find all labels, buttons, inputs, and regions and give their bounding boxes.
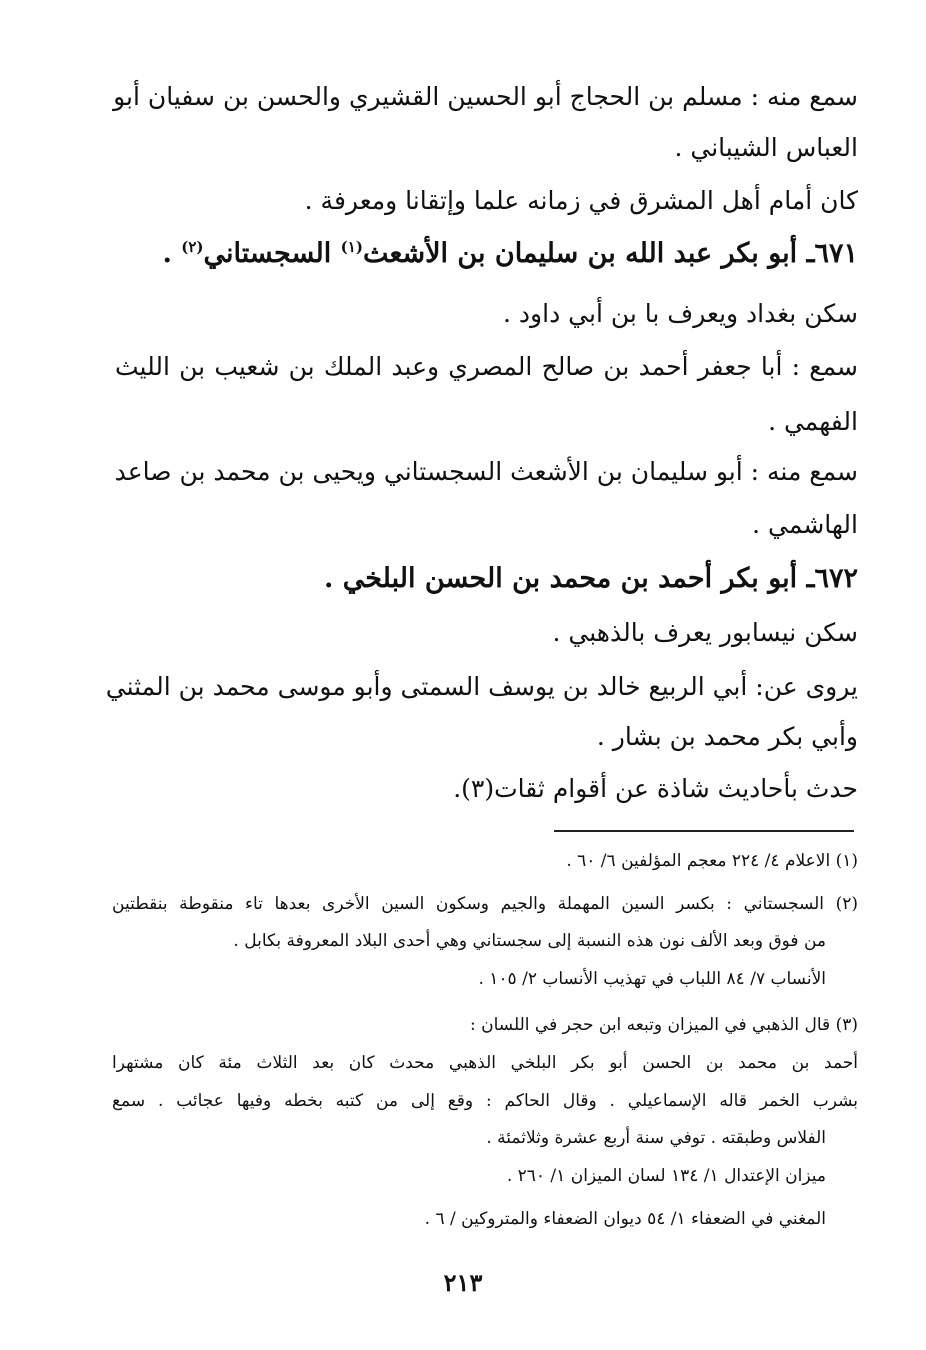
text-line: سمع : أبا جعفر أحمد بن صالح المصري وعبد الملك بن شعيب بن الليث [115,352,858,381]
footnote-line: أحمد بن محمد بن الحسن أبو بكر البلخي الذهبي محدث كان بعد الثلاث مئة كان مشتهرا [112,1053,858,1073]
text-line-body: حدث بأحاديث شاذة عن أقوام ثقات [494,774,858,803]
text-line: كان أمام أهل المشرق في زمانه علما وإتقانا ومعرفة . [304,186,858,215]
text-line: الهاشمي . [752,510,858,539]
footnote-line: (١) الاعلام ٤/ ٢٢٤ معجم المؤلفين ٦/ ٦٠ . [566,851,858,871]
page-number: ٢١٣ [443,1268,483,1297]
footnote-line: الأنساب ٧/ ٨٤ اللباب في تهذيب الأنساب ٢/ ١٠٥ . [478,969,826,989]
text-line: سكن نيسابور يعرف بالذهبي . [552,618,858,647]
text-line: وأبي بكر محمد بن بشار . [596,722,858,751]
footnote-line: المغني في الضعفاء ١/ ٥٤ ديوان الضعفاء والمتروكين / ٦ . [424,1209,826,1229]
footnote-marker: (٢) [181,238,204,256]
footnote-line: ميزان الإعتدال ١/ ١٣٤ لسان الميزان ١/ ٢٦٠ . [506,1166,826,1186]
footnote-marker: (١) [340,238,363,256]
entry-heading-text: . [162,238,182,269]
footnote-marker: (٣). [453,774,495,803]
text-line: سمع منه : أبو سليمان بن الأشعث السجستاني ويحيى بن محمد بن صاعد [114,457,858,486]
text-line: سكن بغداد ويعرف با بن أبي داود . [503,299,858,328]
footnote-line: بشرب الخمر قاله الإسماعيلي . وقال الحاكم : وقع إلى من كتبه بخطه وفيها عجائب . سمع [112,1091,858,1111]
footnote-separator [554,830,854,832]
footnote-line: (٣) قال الذهبي في الميزان وتبعه ابن حجر في اللسان : [470,1015,858,1035]
entry-heading-text: السجستاني [203,238,341,269]
entry-heading-672: ٦٧٢ـ أبو بكر أحمد بن محمد بن الحسن البلخي . [323,563,858,594]
text-line: يروى عن: أبي الربيع خالد بن يوسف السمتى وأبو موسى محمد بن المثني [105,672,858,701]
text-line [453,772,858,806]
footnote-line: من فوق وبعد الألف نون هذه النسبة إلى سجستاني وهي أحدى البلاد المعروفة بكابل . [233,931,826,951]
entry-heading-671 [162,237,858,271]
entry-heading-text: ٦٧١ـ أبو بكر عبد الله بن سليمان بن الأشعث [362,238,858,269]
text-line: الفهمي . [768,407,858,436]
footnote-line: الفلاس وطبقته . توفي سنة أربع عشرة وثلاثمئة . [486,1128,826,1148]
text-line: العباس الشيباني . [674,133,858,162]
footnote-line: (٢) السجستاني : بكسر السين المهملة والجيم وسكون السين الأخرى بعدها تاء منقوطة بنقطتين [112,894,858,914]
text-line: سمع منه : مسلم بن الحجاج أبو الحسين القشيري والحسن بن سفيان أبو [113,82,858,111]
